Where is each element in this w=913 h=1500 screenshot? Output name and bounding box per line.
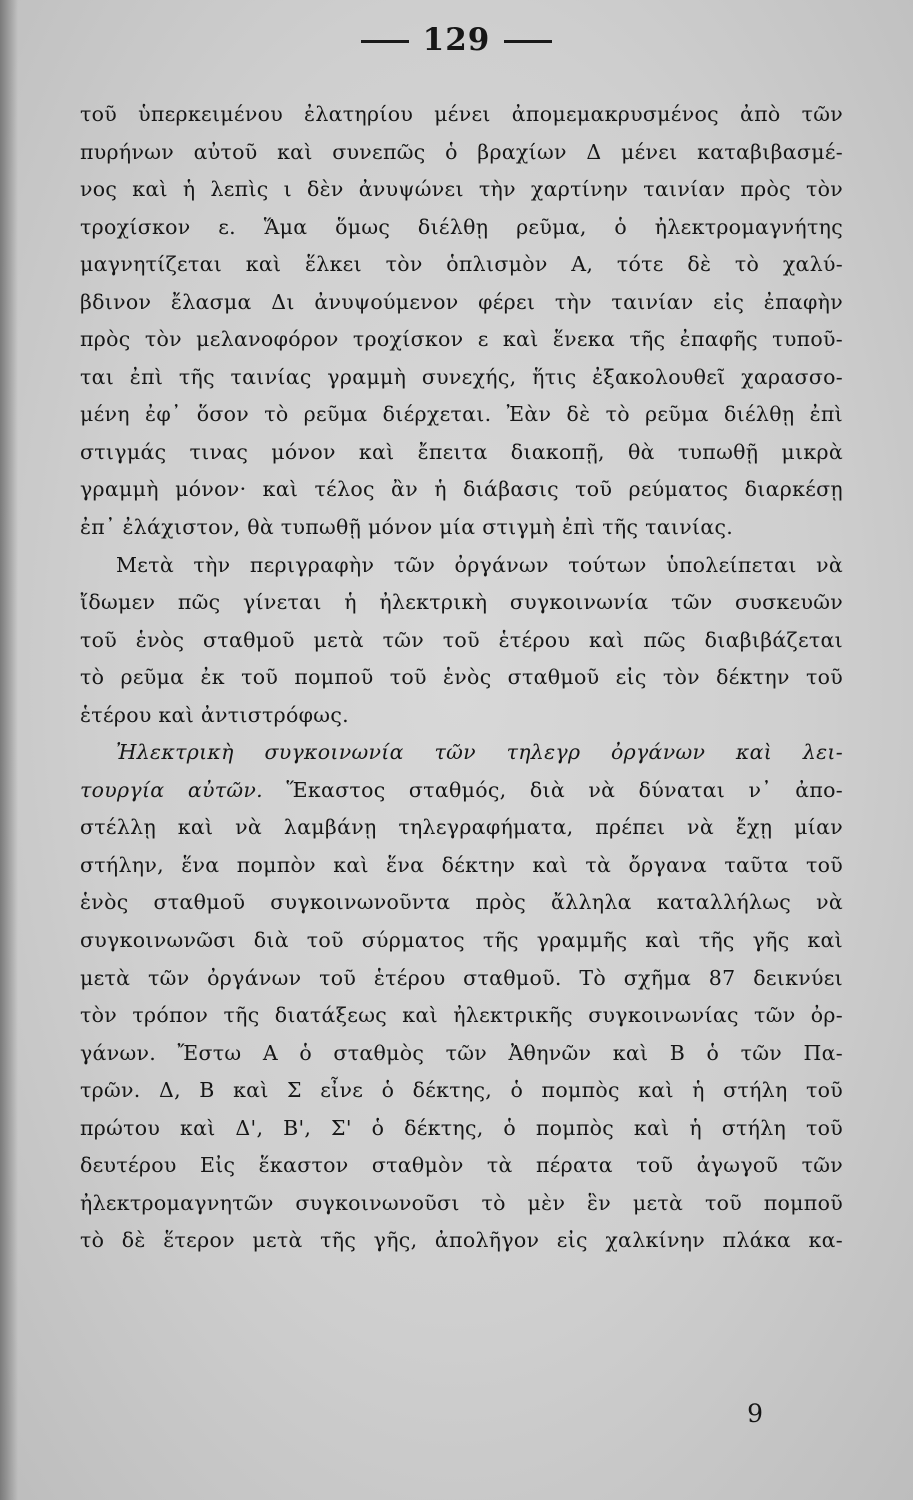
text-line: ἴδωμεν πῶς γίνεται ἡ ἠλεκτρικὴ συγκοινωνία τῶν συσκευῶν bbox=[80, 590, 843, 615]
heading-continuation-line bbox=[80, 772, 843, 810]
text-line: συγκοινωνῶσι διὰ τοῦ σύρματος τῆς γραμμῆς καὶ τῆς γῆς καὶ bbox=[80, 928, 843, 953]
text-line: τὸ δὲ ἕτερον μετὰ τῆς γῆς, ἀπολῆγον εἰς χαλκίνην πλάκα κα- bbox=[80, 1228, 843, 1253]
signature-mark: 9 bbox=[747, 1399, 763, 1428]
text-line: μένη ἐφ᾽ ὅσον τὸ ρεῦμα διέρχεται. Ἐὰν δὲ τὸ ρεῦμα διέλθῃ ἐπὶ bbox=[80, 402, 843, 427]
text-line: τὸ ρεῦμα ἐκ τοῦ πομποῦ τοῦ ἑνὸς σταθμοῦ εἰς τὸν δέκτην τοῦ bbox=[80, 665, 843, 690]
text-line: τροχίσκον ε. Ἅμα ὅμως διέλθῃ ρεῦμα, ὁ ἠλεκτρομαγνήτης bbox=[80, 214, 843, 239]
text-line: πυρήνων αὐτοῦ καὶ συνεπῶς ὁ βραχίων Δ μένει καταβιβασμέ- bbox=[80, 139, 843, 164]
paragraph-text: Ἕκαστος σταθμός, διὰ νὰ δύναται ν᾽ ἀπο- bbox=[262, 777, 843, 802]
page-header bbox=[0, 14, 913, 66]
text-line: ἠλεκτρομαγνητῶν συγκοινωνοῦσι τὸ μὲν ἓν μετὰ τοῦ πομποῦ bbox=[80, 1190, 843, 1215]
text-line: βδινον ἔλασμα Δι ἀνυψούμενον φέρει τὴν ταινίαν εἰς ἐπαφὴν bbox=[80, 289, 843, 314]
text-line: ἐπ᾽ ἐλάχιστον, θὰ τυπωθῇ μόνον μία στιγμὴ ἐπὶ τῆς ταινίας. bbox=[80, 515, 734, 540]
text-line: στήλην, ἕνα πομπὸν καὶ ἕνα δέκτην καὶ τὰ ὄργανα ταῦτα τοῦ bbox=[80, 852, 843, 877]
text-line: πρὸς τὸν μελανοφόρον τροχίσκον ε καὶ ἕνεκα τῆς ἐπαφῆς τυποῦ- bbox=[80, 327, 843, 352]
text-line: νος καὶ ἡ λεπὶς ι δὲν ἀνυψώνει τὴν χαρτίνην ταινίαν πρὸς τὸν bbox=[80, 177, 843, 202]
text-line: ἑτέρου καὶ ἀντιστρόφως. bbox=[80, 702, 349, 727]
text-line: ἑνὸς σταθμοῦ συγκοινωνοῦντα πρὸς ἄλληλα καταλλήλως νὰ bbox=[80, 890, 843, 915]
text-line: δευτέρου Εἰς ἕκαστον σταθμὸν τὰ πέρατα τοῦ ἀγωγοῦ τῶν bbox=[80, 1153, 843, 1178]
text-line: τρῶν. Δ, Β καὶ Σ εἶνε ὁ δέκτης, ὁ πομπὸς καὶ ἡ στήλη τοῦ bbox=[80, 1078, 843, 1103]
text-line: ται ἐπὶ τῆς ταινίας γραμμὴ συνεχής, ἥτις ἐξακολουθεῖ χαρασσο- bbox=[80, 364, 843, 389]
text-line: μετὰ τῶν ὀργάνων τοῦ ἑτέρου σταθμοῦ. Τὸ σχῆμα 87 δεικνύει bbox=[80, 965, 843, 990]
header-dash-left bbox=[361, 40, 409, 43]
text-line: γραμμὴ μόνον· καὶ τέλος ἂν ἡ διάβασις τοῦ ρεύματος διαρκέσῃ bbox=[80, 477, 843, 502]
text-line: τοῦ ἑνὸς σταθμοῦ μετὰ τῶν τοῦ ἑτέρου καὶ πῶς διαβιβάζεται bbox=[80, 627, 843, 652]
text-line: στέλλῃ καὶ νὰ λαμβάνῃ τηλεγραφήματα, πρέπει νὰ ἔχῃ μίαν bbox=[80, 815, 843, 840]
text-line: γάνων. Ἔστω Α ὁ σταθμὸς τῶν Ἀθηνῶν καὶ Β ὁ τῶν Πα- bbox=[80, 1040, 843, 1065]
section-heading-line: Ἠλεκτρικὴ συγκοινωνία τῶν τηλεγρ ὀργάνων καὶ λει- bbox=[116, 740, 843, 765]
body-text bbox=[80, 96, 843, 1260]
header-dash-right bbox=[504, 40, 552, 43]
text-line: στιγμάς τινας μόνον καὶ ἔπειτα διακοπῇ, θὰ τυπωθῇ μικρὰ bbox=[80, 439, 843, 464]
text-line: τὸν τρόπον τῆς διατάξεως καὶ ἠλεκτρικῆς συγκοινωνίας τῶν ὀρ- bbox=[80, 1003, 843, 1028]
page-number: 129 bbox=[422, 22, 491, 58]
section-heading-tail: τουργία αὐτῶν. bbox=[80, 777, 263, 802]
text-line: μαγνητίζεται καὶ ἕλκει τὸν ὁπλισμὸν Α, τότε δὲ τὸ χαλύ- bbox=[80, 252, 843, 277]
text-line: πρώτου καὶ Δ', Β', Σ' ὁ δέκτης, ὁ πομπὸς καὶ ἡ στήλη τοῦ bbox=[80, 1115, 843, 1140]
page-gutter-shadow bbox=[0, 0, 18, 1500]
text-line: τοῦ ὑπερκειμένου ἐλατηρίου μένει ἀπομεμακρυσμένος ἀπὸ τῶν bbox=[80, 102, 843, 126]
paragraph-start-line: Μετὰ τὴν περιγραφὴν τῶν ὀργάνων τούτων ὑπολείπεται νὰ bbox=[116, 552, 843, 577]
